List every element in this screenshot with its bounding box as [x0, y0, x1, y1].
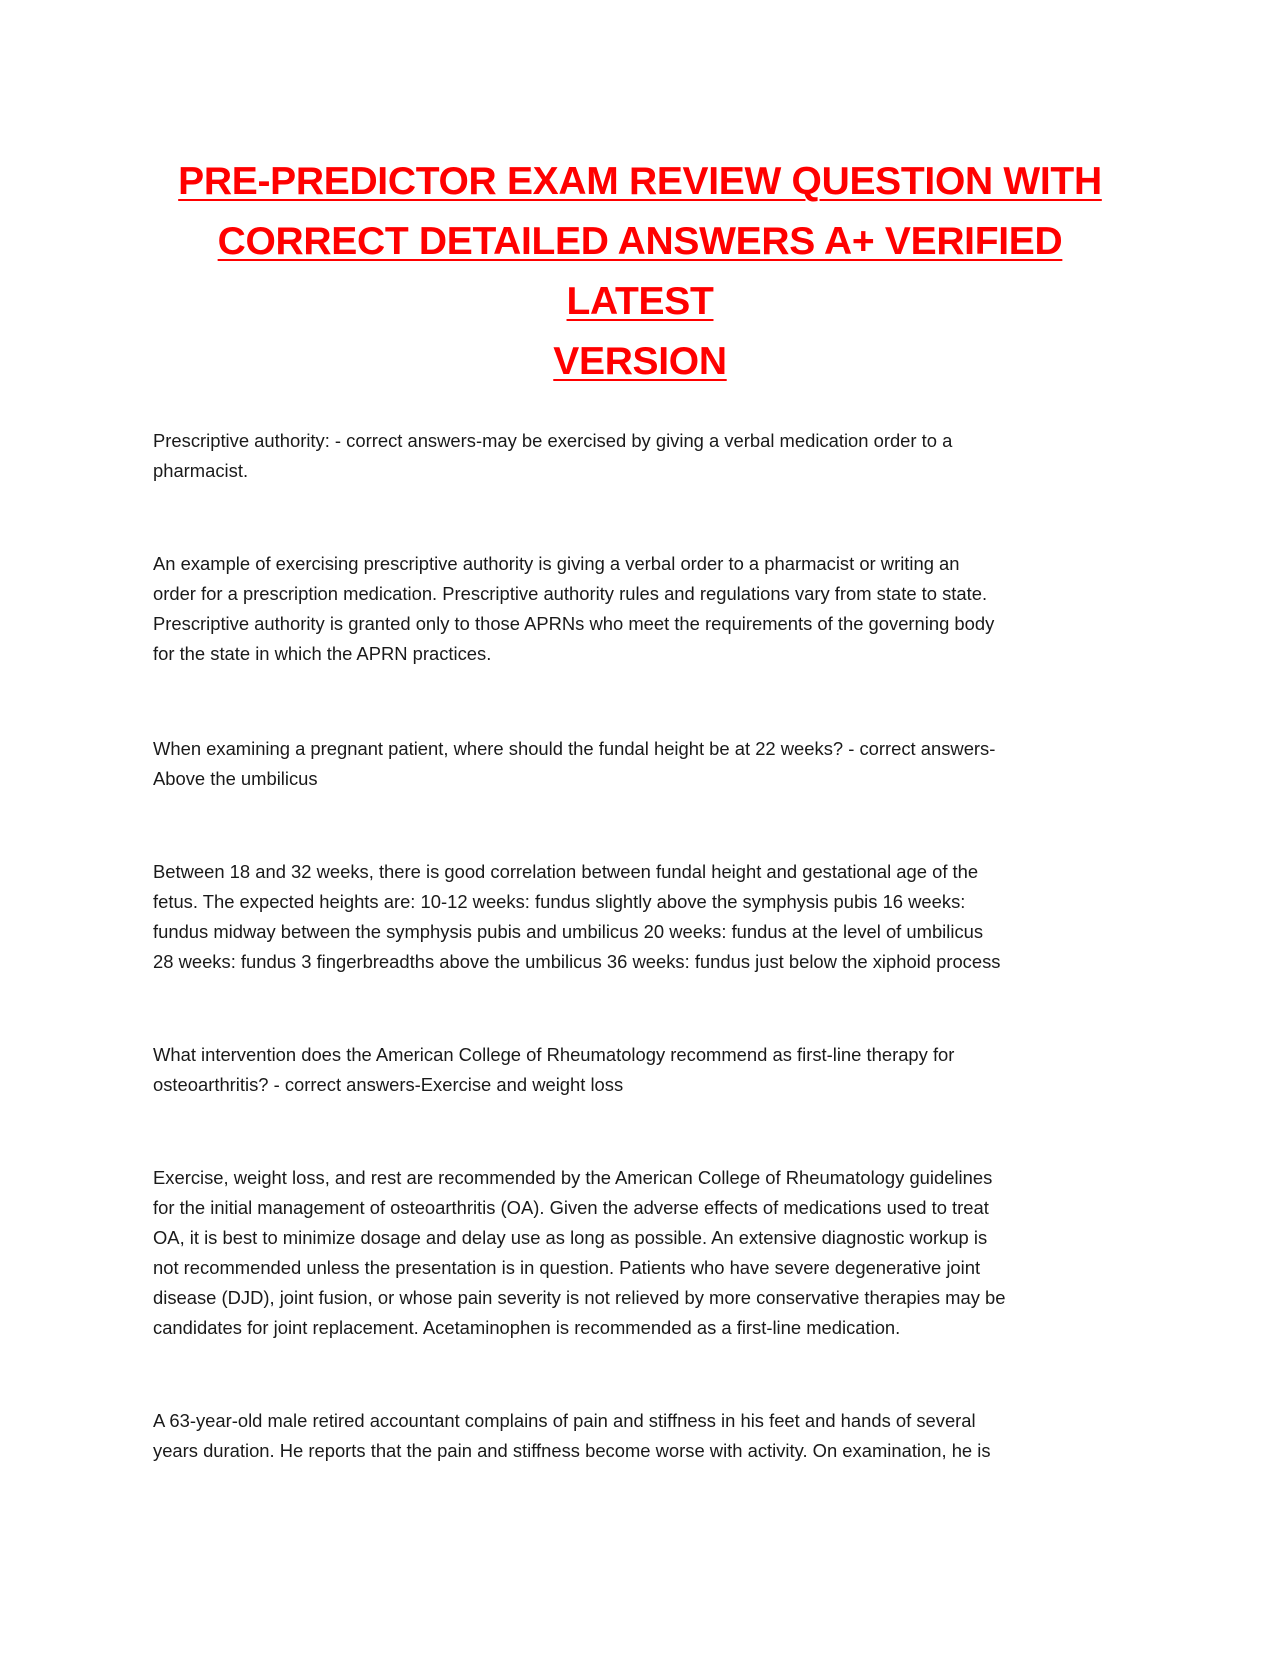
- text-line: OA, it is best to minimize dosage and delay use as long as possible. An extensive diagnostic workup is: [153, 1227, 988, 1248]
- question-paragraph: [153, 1040, 1128, 1100]
- text-line: for the initial management of osteoarthritis (OA). Given the adverse effects of medications used to treat: [153, 1197, 989, 1218]
- text-line: years duration. He reports that the pain and stiffness become worse with activity. On examination, he is: [153, 1440, 991, 1461]
- text-line: fundus midway between the symphysis pubis and umbilicus 20 weeks: fundus at the level of umbilicus: [153, 921, 984, 942]
- text-line: When examining a pregnant patient, where should the fundal height be at 22 weeks? - correct answers-: [153, 738, 996, 759]
- document-title: [140, 152, 1140, 392]
- rationale-paragraph: [153, 1163, 1128, 1343]
- text-line: An example of exercising prescriptive authority is giving a verbal order to a pharmacist or writing an: [153, 553, 960, 574]
- title-line: VERSION: [553, 340, 727, 383]
- question-paragraph: [153, 1406, 1128, 1466]
- text-line: Exercise, weight loss, and rest are recommended by the American College of Rheumatology guidelines: [153, 1167, 993, 1188]
- text-line: order for a prescription medication. Prescriptive authority rules and regulations vary from state to state.: [153, 583, 988, 604]
- text-line: pharmacist.: [153, 460, 249, 481]
- text-line: Prescriptive authority: - correct answers-may be exercised by giving a verbal medication order to a: [153, 430, 953, 451]
- question-paragraph: [153, 426, 1128, 486]
- text-line: 28 weeks: fundus 3 fingerbreadths above the umbilicus 36 weeks: fundus just below the xiphoid process: [153, 951, 1001, 972]
- text-line: Above the umbilicus: [153, 768, 318, 789]
- text-line: for the state in which the APRN practices.: [153, 643, 492, 664]
- text-line: osteoarthritis? - correct answers-Exercise and weight loss: [153, 1074, 624, 1095]
- text-line: Prescriptive authority is granted only to those APRNs who meet the requirements of the governing body: [153, 613, 995, 634]
- text-line: Between 18 and 32 weeks, there is good correlation between fundal height and gestational age of the: [153, 861, 979, 882]
- title-line: CORRECT DETAILED ANSWERS A+ VERIFIED LATEST: [217, 220, 1063, 323]
- title-line: PRE-PREDICTOR EXAM REVIEW QUESTION WITH: [178, 160, 1102, 203]
- rationale-paragraph: [153, 549, 1128, 669]
- text-line: candidates for joint replacement. Acetaminophen is recommended as a first-line medication.: [153, 1317, 901, 1338]
- text-line: not recommended unless the presentation is in question. Patients who have severe degenerative joint: [153, 1257, 981, 1278]
- rationale-paragraph: [153, 857, 1128, 977]
- text-line: What intervention does the American College of Rheumatology recommend as first-line therapy for: [153, 1044, 955, 1065]
- text-line: disease (DJD), joint fusion, or whose pain severity is not relieved by more conservative therapies may be: [153, 1287, 1006, 1308]
- text-line: fetus. The expected heights are: 10-12 weeks: fundus slightly above the symphysis pubis 16 weeks:: [153, 891, 966, 912]
- text-line: A 63-year-old male retired accountant complains of pain and stiffness in his feet and hands of several: [153, 1410, 976, 1431]
- question-paragraph: [153, 734, 1128, 794]
